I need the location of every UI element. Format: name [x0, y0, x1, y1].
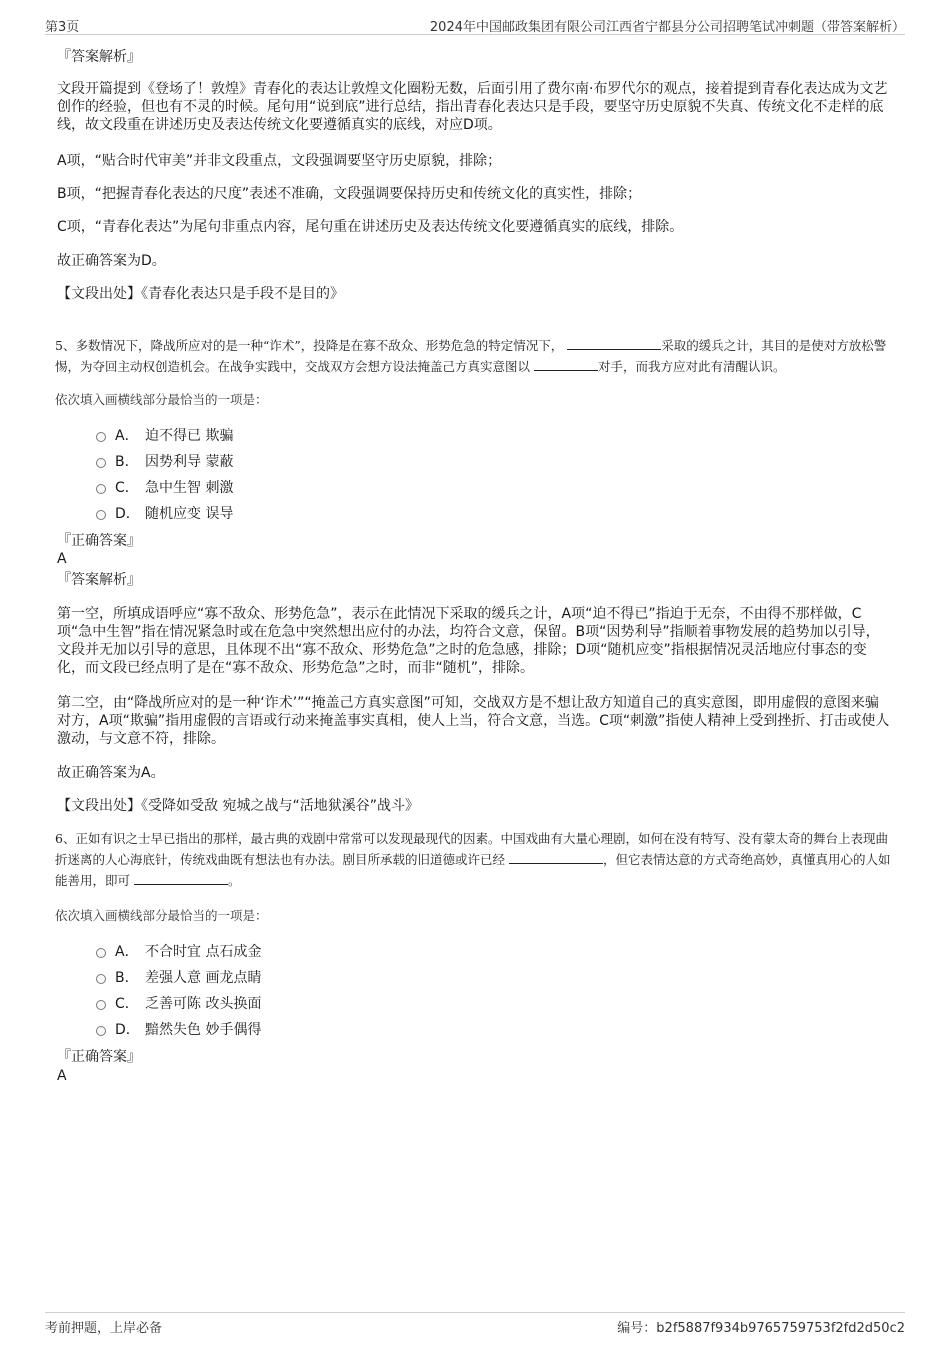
option-c[interactable]: C． 急中生智 刺激: [96, 477, 233, 497]
option-b[interactable]: B． 差强人意 画龙点睛: [96, 967, 261, 987]
option-d[interactable]: D． 随机应变 误导: [96, 503, 233, 523]
answer-blank: [134, 872, 228, 885]
option-a[interactable]: A． 不合时宜 点石成金: [96, 941, 261, 961]
question-6-stem: 6、正如有识之士早已指出的那样，最古典的戏剧中常常可以发现最现代的因素。中国戏曲有大量心理剧，如何在没有特写、没有蒙太奇的舞台上表现曲折迷离的人心海底针，传统戏曲既有想法也有办法。剧目所承载的旧道德或许已经 ，但它表情达意的方式奇绝高妙，真懂真用心的人如能善用，即可 。: [55, 831, 891, 888]
page-number: 第3页: [45, 20, 80, 35]
radio-icon[interactable]: [96, 510, 106, 520]
question-5-stem: 5、多数情况下，降战所应对的是一种“诈术”，投降是在寡不敌众、形势危急的特定情况下， 采取的缓兵之计，其目的是使对方放松警惕，为夺回主动权创造机会。在战争实践中，交战双方会想方设法掩盖己方真实意图以 对手，而我方应对此有清醒认识。: [55, 338, 887, 374]
question-instruction: 依次填入画横线部分最恰当的一项是：: [55, 908, 268, 923]
radio-icon[interactable]: [96, 484, 106, 494]
analysis-paragraph: A项，“贴合时代审美”并非文段重点，文段强调要坚守历史原貌，排除；: [57, 153, 502, 169]
answer-blank: [534, 358, 598, 371]
correct-answer: A: [57, 551, 67, 567]
radio-icon[interactable]: [96, 432, 106, 442]
question-instruction: 依次填入画横线部分最恰当的一项是：: [55, 392, 268, 407]
radio-icon[interactable]: [96, 1026, 106, 1036]
source-note: 【文段出处】《受降如受敌 宛城之战与“活地狱溪谷”战斗》: [57, 798, 419, 814]
answer-conclusion: 故正确答案为D。: [57, 253, 166, 269]
correct-answer-label: 『正确答案』: [57, 1049, 141, 1065]
source-note: 【文段出处】《青春化表达只是手段不是目的》: [57, 286, 344, 302]
document-title: 2024年中国邮政集团有限公司江西省宁都县分公司招聘笔试冲刺题（带答案解析）: [429, 20, 905, 35]
answer-blank: [567, 337, 661, 350]
correct-answer-label: 『正确答案』: [57, 533, 141, 549]
radio-icon[interactable]: [96, 1000, 106, 1010]
analysis-label: 『答案解析』: [57, 49, 141, 65]
option-c[interactable]: C． 乏善可陈 改头换面: [96, 993, 261, 1013]
analysis-paragraph: 第一空，所填成语呼应“寡不敌众、形势危急”，表示在此情况下采取的缓兵之计，A项“迫不得已”指迫于无奈，不由得不那样做，C项“急中生智”指在情况紧急时或在危急中突然想出应付的办法，均符合文意，保留。B项“因势利导”指顺着事物发展的趋势加以引导，文段并无加以引导的意思，且体现不出“寡不敌众、形势危急”之时的危急感，排除；D项“随机应变”指根据情况灵活地应付事态的变化，而文段已经点明了是在“寡不敌众、形势危急”之时，而非“随机”，排除。: [57, 606, 880, 676]
option-d[interactable]: D． 黯然失色 妙手偶得: [96, 1019, 261, 1039]
document-code: 编号：b2f5887f934b9765759753f2fd2d50c2: [617, 1321, 905, 1336]
page-header: [45, 14, 905, 35]
correct-answer: A: [57, 1068, 67, 1084]
footer-slogan: 考前押题，上岸必备: [45, 1321, 163, 1336]
analysis-label: 『答案解析』: [57, 572, 141, 588]
radio-icon[interactable]: [96, 974, 106, 984]
answer-blank: [509, 851, 603, 864]
analysis-paragraph: B项，“把握青春化表达的尺度”表述不准确，文段强调要保持历史和传统文化的真实性，排除；: [57, 186, 642, 202]
radio-icon[interactable]: [96, 948, 106, 958]
page-footer: [45, 1312, 905, 1337]
answer-conclusion: 故正确答案为A。: [57, 765, 165, 781]
analysis-paragraph: C项，“青春化表达”为尾句非重点内容，尾句重在讲述历史及表达传统文化要遵循真实的底线，排除。: [57, 219, 684, 235]
radio-icon[interactable]: [96, 458, 106, 468]
option-b[interactable]: B． 因势利导 蒙蔽: [96, 451, 233, 471]
analysis-paragraph: 第二空，由“降战所应对的是一种‘诈术’”“掩盖己方真实意图”可知，交战双方是不想让敌方知道自己的真实意图，即用虚假的意图来骗对方，A项“欺骗”指用虚假的言语或行动来掩盖事实真相，使人上当，符合文意，当选。C项“刺激”指使人精神上受到挫折、打击或使人激动，与文意不符，排除。: [57, 695, 890, 747]
analysis-paragraph: 文段开篇提到《登场了！敦煌》青春化的表达让敦煌文化圈粉无数，后面引用了费尔南·布罗代尔的观点，接着提到青春化表达成为文艺创作的经验，但也有不灵的时候。尾句用“说到底”进行总结，指出青春化表达只是手段，要坚守历史原貌不失真、传统文化不走样的底线，故文段重在讲述历史及表达传统文化要遵循真实的底线，对应D项。: [57, 81, 888, 133]
option-a[interactable]: A． 迫不得已 欺骗: [96, 425, 233, 445]
